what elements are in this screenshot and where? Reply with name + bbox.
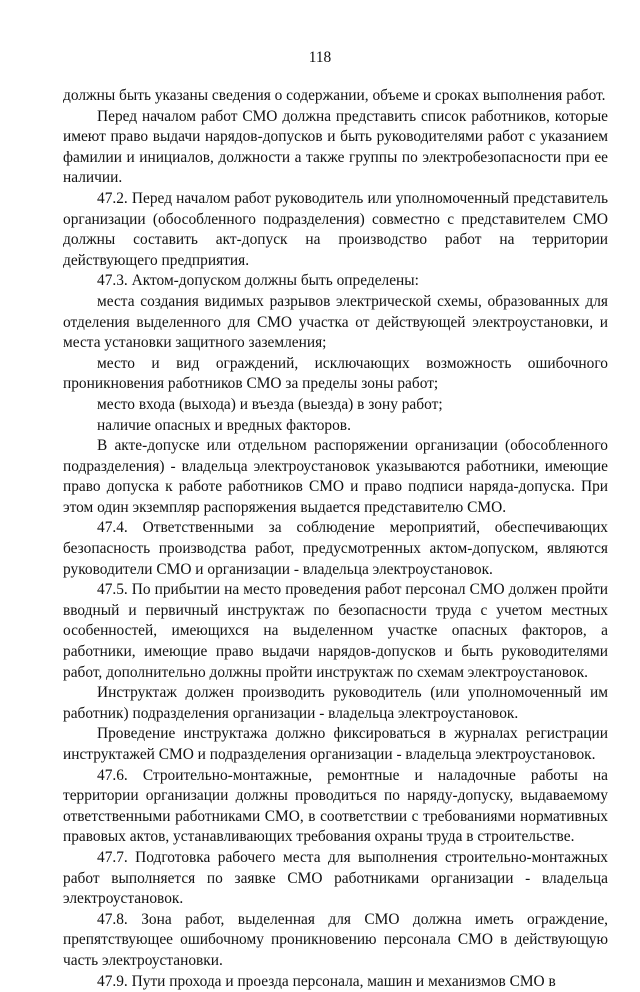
paragraph: 47.8. Зона работ, выделенная для СМО должна иметь ограждение, препятствующее ошибочному проникновению персонала СМО в действующую часть электроустановки. — [63, 910, 608, 969]
paragraph: 47.5. По прибытии на место проведения работ персонал СМО должен пройти вводный и первичный инструктаж по безопасности труда с учетом местных особенностей, имеющихся на выделенном участке опасных факторов, а работники, имеющие право выдачи нарядов-допусков и быть руководителями работ, дополнительно должны пройти инструктаж по схемам электроустановок. — [63, 581, 608, 681]
paragraph: места создания видимых разрывов электрической схемы, образованных для отделения выделенного для СМО участка от действующей электроустановки, и места установки защитного заземления; — [63, 292, 608, 352]
paragraph: 47.3. Актом-допуском должны быть определены: — [97, 272, 419, 290]
paragraph: должны быть указаны сведения о содержании, объеме и сроках выполнения работ. — [63, 87, 606, 104]
paragraph: 47.9. Пути прохода и проезда персонала, машин и механизмов СМО в — [97, 972, 556, 990]
paragraph: 47.2. Перед началом работ руководитель или уполномоченный представитель организации (обособленного подразделения) совместно с представителем СМО должны составить акт-допуск на производство работ на территории действующего предприятия. — [63, 189, 608, 269]
document-body — [63, 86, 608, 992]
paragraph: место и вид ограждений, исключающих возможность ошибочного проникновения работников СМО за пределы зоны работ; — [63, 354, 608, 393]
paragraph: 47.4. Ответственными за соблюдение мероприятий, обеспечивающих безопасность производства работ, предусмотренных актом-допуском, являются руководители СМО и организации - владельца электроустановок. — [63, 519, 608, 578]
paragraph: наличие опасных и вредных факторов. — [97, 416, 351, 434]
paragraph: Перед началом работ СМО должна представить список работников, которые имеют право выдачи нарядов-допусков и быть руководителями работ с указанием фамилии и инициалов, должности а также группы по электробезопасности при ее наличии. — [63, 107, 608, 187]
paragraph: В акте-допуске или отдельном распоряжении организации (обособленного подразделения) - владельца электроустановок указываются работники, имеющие право допуска к работе работников СМО и право подписи наряда-допуска. При этом один экземпляр распоряжения выдается представителю СМО. — [63, 437, 608, 516]
paragraph: 47.7. Подготовка рабочего места для выполнения строительно-монтажных работ выполняется по заявке СМО работниками организации - владельца электроустановок. — [63, 848, 608, 908]
paragraph: место входа (выхода) и въезда (выезда) в зону работ; — [97, 395, 443, 413]
paragraph: 47.6. Строительно-монтажные, ремонтные и наладочные работы на территории организации должны проводиться по наряду-допуску, выдаваемому ответственными работниками СМО, в соответствии с требованиями нормативных правовых актов, устанавливающих требования охраны труда в строительстве. — [63, 766, 608, 846]
paragraph: Проведение инструктажа должно фиксироваться в журналах регистрации инструктажей СМО и подразделения организации - владельца электроустановок. — [63, 725, 608, 763]
page-number: 118 — [308, 49, 332, 66]
paragraph: Инструктаж должен производить руководитель (или уполномоченный им работник) подразделения организации - владельца электроустановок. — [63, 684, 608, 722]
